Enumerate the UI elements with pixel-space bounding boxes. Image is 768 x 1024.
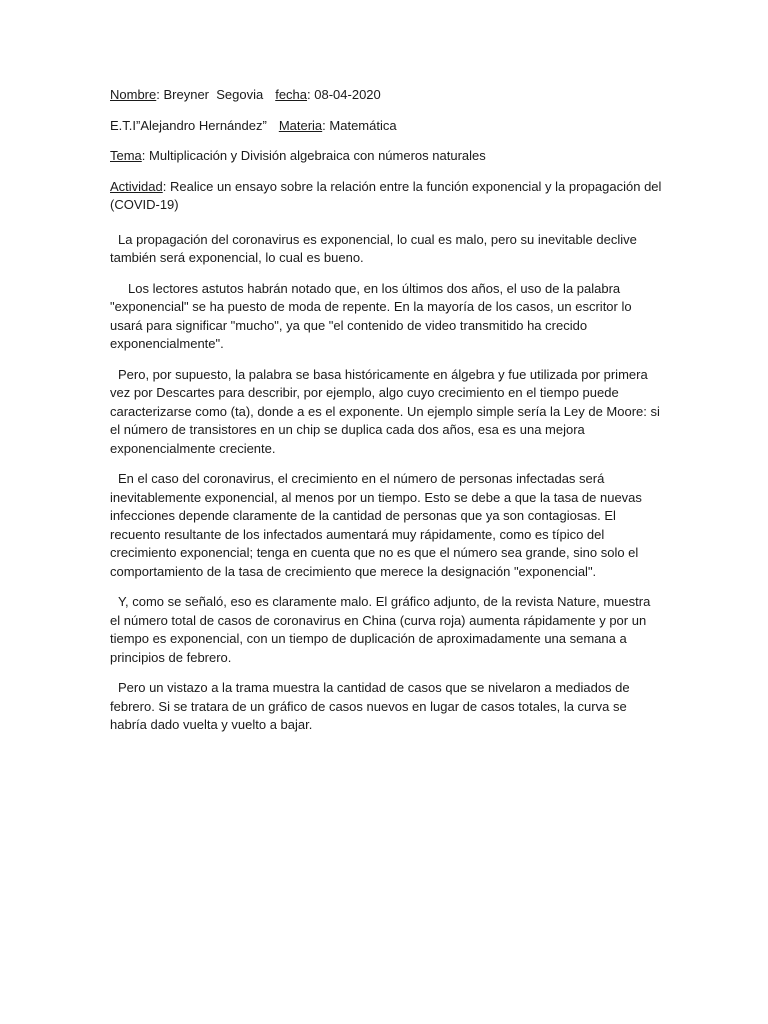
fecha-label: fecha [275, 87, 308, 102]
materia-value: Matemática [329, 117, 397, 133]
nombre-label: Nombre [110, 87, 157, 102]
activity-line: Actividad: Realice un ensayo sobre la relación entre la función exponencial y la propagación del (COVID-19) [110, 178, 662, 212]
essay-paragraph: En el caso del coronavirus, el crecimiento en el número de personas infectadas será inevitablemente exponencial, al menos por un tiempo. Esto se debe a que la tasa de nuevas infecciones depende claramente de la cantidad de personas que ya son contagiosas. El recuento resultante de los infectados aumentará muy rápidamente, como es típico del crecimiento exponencial; tenga en cuenta que no es que el número sea grande, sino solo el comportamiento de la tasa de crecimiento que merece la designación "exponencial". [110, 471, 642, 579]
fecha-value: 08-04-2020 [314, 87, 381, 102]
essay-paragraph: Pero un vistazo a la trama muestra la cantidad de casos que se nivelaron a mediados de febrero. Si se tratara de un gráfico de casos nuevos en lugar de casos totales, la curva se habría dado vuelta y vuelto a bajar. [110, 680, 630, 732]
essay-paragraph: Los lectores astutos habrán notado que, en los últimos dos años, el uso de la palabra "exponencial" se ha puesto de moda de repente. En la mayoría de los casos, un escritor lo usará para significar "mucho", ya que "el contenido de video transmitido ha crecido exponencialmente". [110, 280, 632, 351]
school-name: E.T.I”Alejandro Hernández” [110, 117, 267, 133]
tema-value: Multiplicación y División algebraica con números naturales [149, 148, 486, 163]
school-subject-line: E.T.I”Alejandro Hernández” Materia: Matemática [110, 117, 397, 133]
essay-paragraph: La propagación del coronavirus es exponencial, lo cual es malo, pero su inevitable declive también será exponencial, lo cual es bueno. [110, 231, 637, 265]
nombre-value: Breyner Segovia [163, 87, 264, 102]
name-date-line: Nombre: Breyner Segovia fecha: 08-04-2020 [110, 87, 381, 102]
materia-label: Materia [278, 117, 323, 133]
essay-paragraph: Y, como se señaló, eso es claramente malo. El gráfico adjunto, de la revista Nature, muestra el número total de casos de coronavirus en China (curva roja) aumenta rápidamente y por un tiempo es exponencial, con un tiempo de duplicación de aproximadamente una semana a principios de febrero. [110, 594, 651, 665]
actividad-value: Realice un ensayo sobre la relación entre la función exponencial y la propagación del (COVID-19) [110, 178, 662, 212]
tema-label: Tema [110, 148, 142, 163]
essay-paragraph: Pero, por supuesto, la palabra se basa históricamente en álgebra y fue utilizada por primera vez por Descartes para describir, por ejemplo, algo cuyo crecimiento en el tiempo puede caracterizarse como (ta), donde a es el exponente. Un ejemplo simple sería la Ley de Moore: si el número de transistores en un chip se duplica cada dos años, esa es una mejora exponencialmente creciente. [110, 366, 660, 456]
document-page [110, 86, 662, 747]
topic-line: Tema: Multiplicación y División algebraica con números naturales [110, 148, 486, 163]
actividad-label: Actividad [110, 178, 163, 194]
